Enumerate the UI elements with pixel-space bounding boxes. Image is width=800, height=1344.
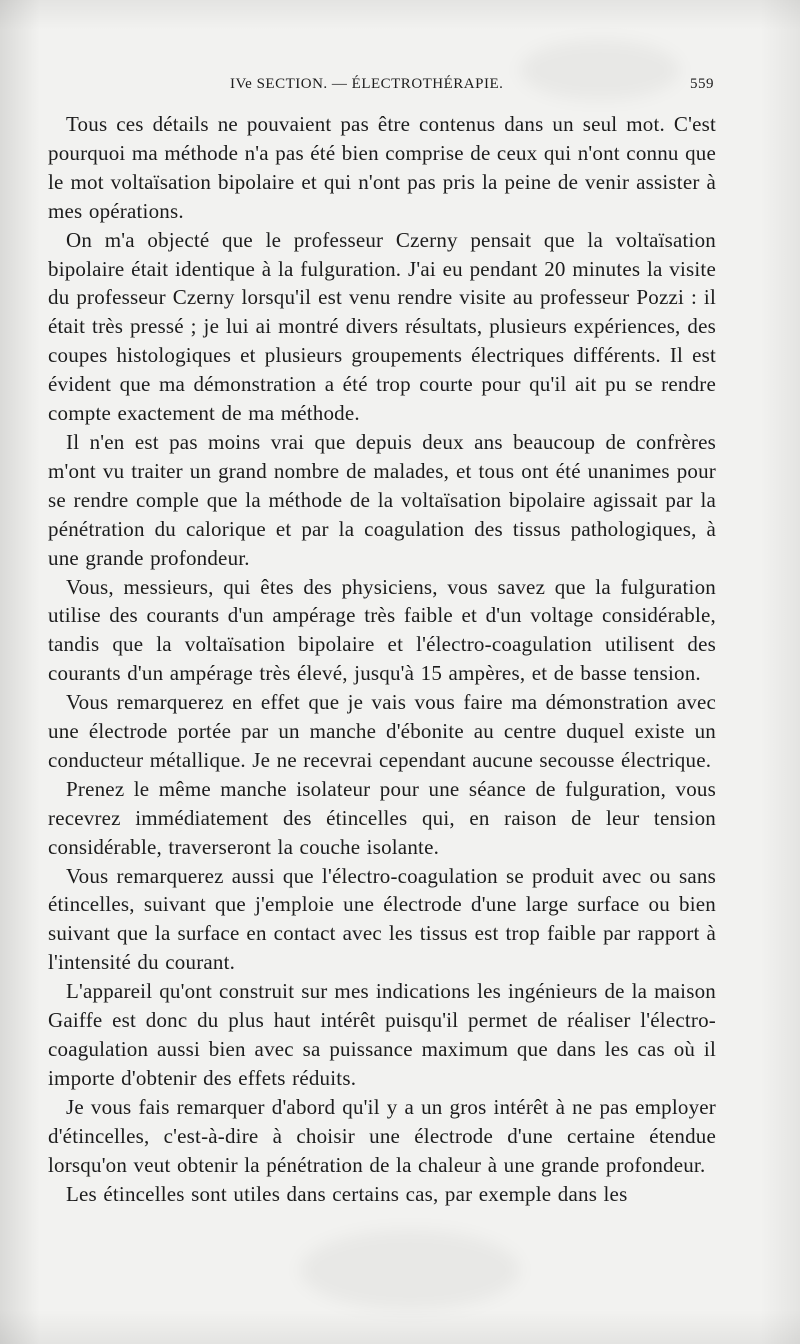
page-number: 559 [690,76,714,92]
paper-smudge [300,1230,520,1310]
paragraph-7: Vous remarquerez aussi que l'électro-coagulation se produit avec ou sans étincelles, suivant que j'emploie une électrode d'une large surface ou bien suivant que la surface en contact avec les tissus est trop faible par rapport à l'intensité du courant. [48,863,716,975]
paragraph-4: Vous, messieurs, qui êtes des physiciens, vous savez que la fulguration utilise des courants d'un ampérage très faible et d'un voltage considérable, tandis que la voltaïsation bipolaire et l'électro-coagulation utilisent des courants d'un ampérage très élevé, jusqu'à 15 ampères, et de basse tension. [48,574,716,686]
paragraph-6: Prenez le même manche isolateur pour une séance de fulguration, vous recevrez immédiatement des étincelles qui, en raison de leur tension considérable, traverseront la couche isolante. [48,776,716,859]
paragraph-9: Je vous fais remarquer d'abord qu'il y a un gros intérêt à ne pas employer d'étincelles, c'est-à-dire à choisir une électrode d'une certaine étendue lorsqu'on veut obtenir la pénétration de la chaleur à une grande profondeur. [48,1094,716,1177]
paragraph-2: On m'a objecté que le professeur Czerny pensait que la voltaïsation bipolaire était identique à la fulguration. J'ai eu pendant 20 minutes la visite du professeur Czerny lorsqu'il est venu rendre visite au professeur Pozzi : il était très pressé ; je lui ai montré divers résultats, plusieurs expériences, des coupes histologiques et plusieurs groupements électriques différents. Il est évident que ma démonstration a été trop courte pour qu'il ait pu se rendre compte exactement de ma méthode. [48,227,716,426]
paragraph-1: Tous ces détails ne pouvaient pas être contenus dans un seul mot. C'est pourquoi ma méthode n'a pas été bien comprise de ceux qui n'ont connu que le mot voltaïsation bipolaire et qui n'ont pas pris la peine de venir assister à mes opérations. [48,112,716,223]
paragraph-10: Les étincelles sont utiles dans certains cas, par exemple dans les [66,1181,628,1206]
book-page [48,76,716,1208]
paragraph-3: Il n'en est pas moins vrai que depuis deux ans beaucoup de confrères m'ont vu traiter un grand nombre de malades, et tous ont été unanimes pour se rendre comple que la méthode de la voltaïsation bipolaire agissait par la pénétration du calorique et par la coagulation des tissus pathologiques, à une grande profondeur. [48,429,716,570]
running-head [48,76,716,104]
paragraph-8: L'appareil qu'ont construit sur mes indications les ingénieurs de la maison Gaiffe est donc du plus haut intérêt puisqu'il permet de réaliser l'électro-coagulation aussi bien avec sa puissance maximum que dans les cas où il importe d'obtenir des effets réduits. [48,979,716,1090]
section-title: IVe SECTION. — ÉLECTROTHÉRAPIE. [230,76,504,92]
paragraph-5: Vous remarquerez en effet que je vais vous faire ma démonstration avec une électrode portée par un manche d'ébonite au centre duquel existe un conducteur métallique. Je ne recevrai cependant aucune secousse électrique. [48,690,716,772]
body-text [48,110,716,1208]
